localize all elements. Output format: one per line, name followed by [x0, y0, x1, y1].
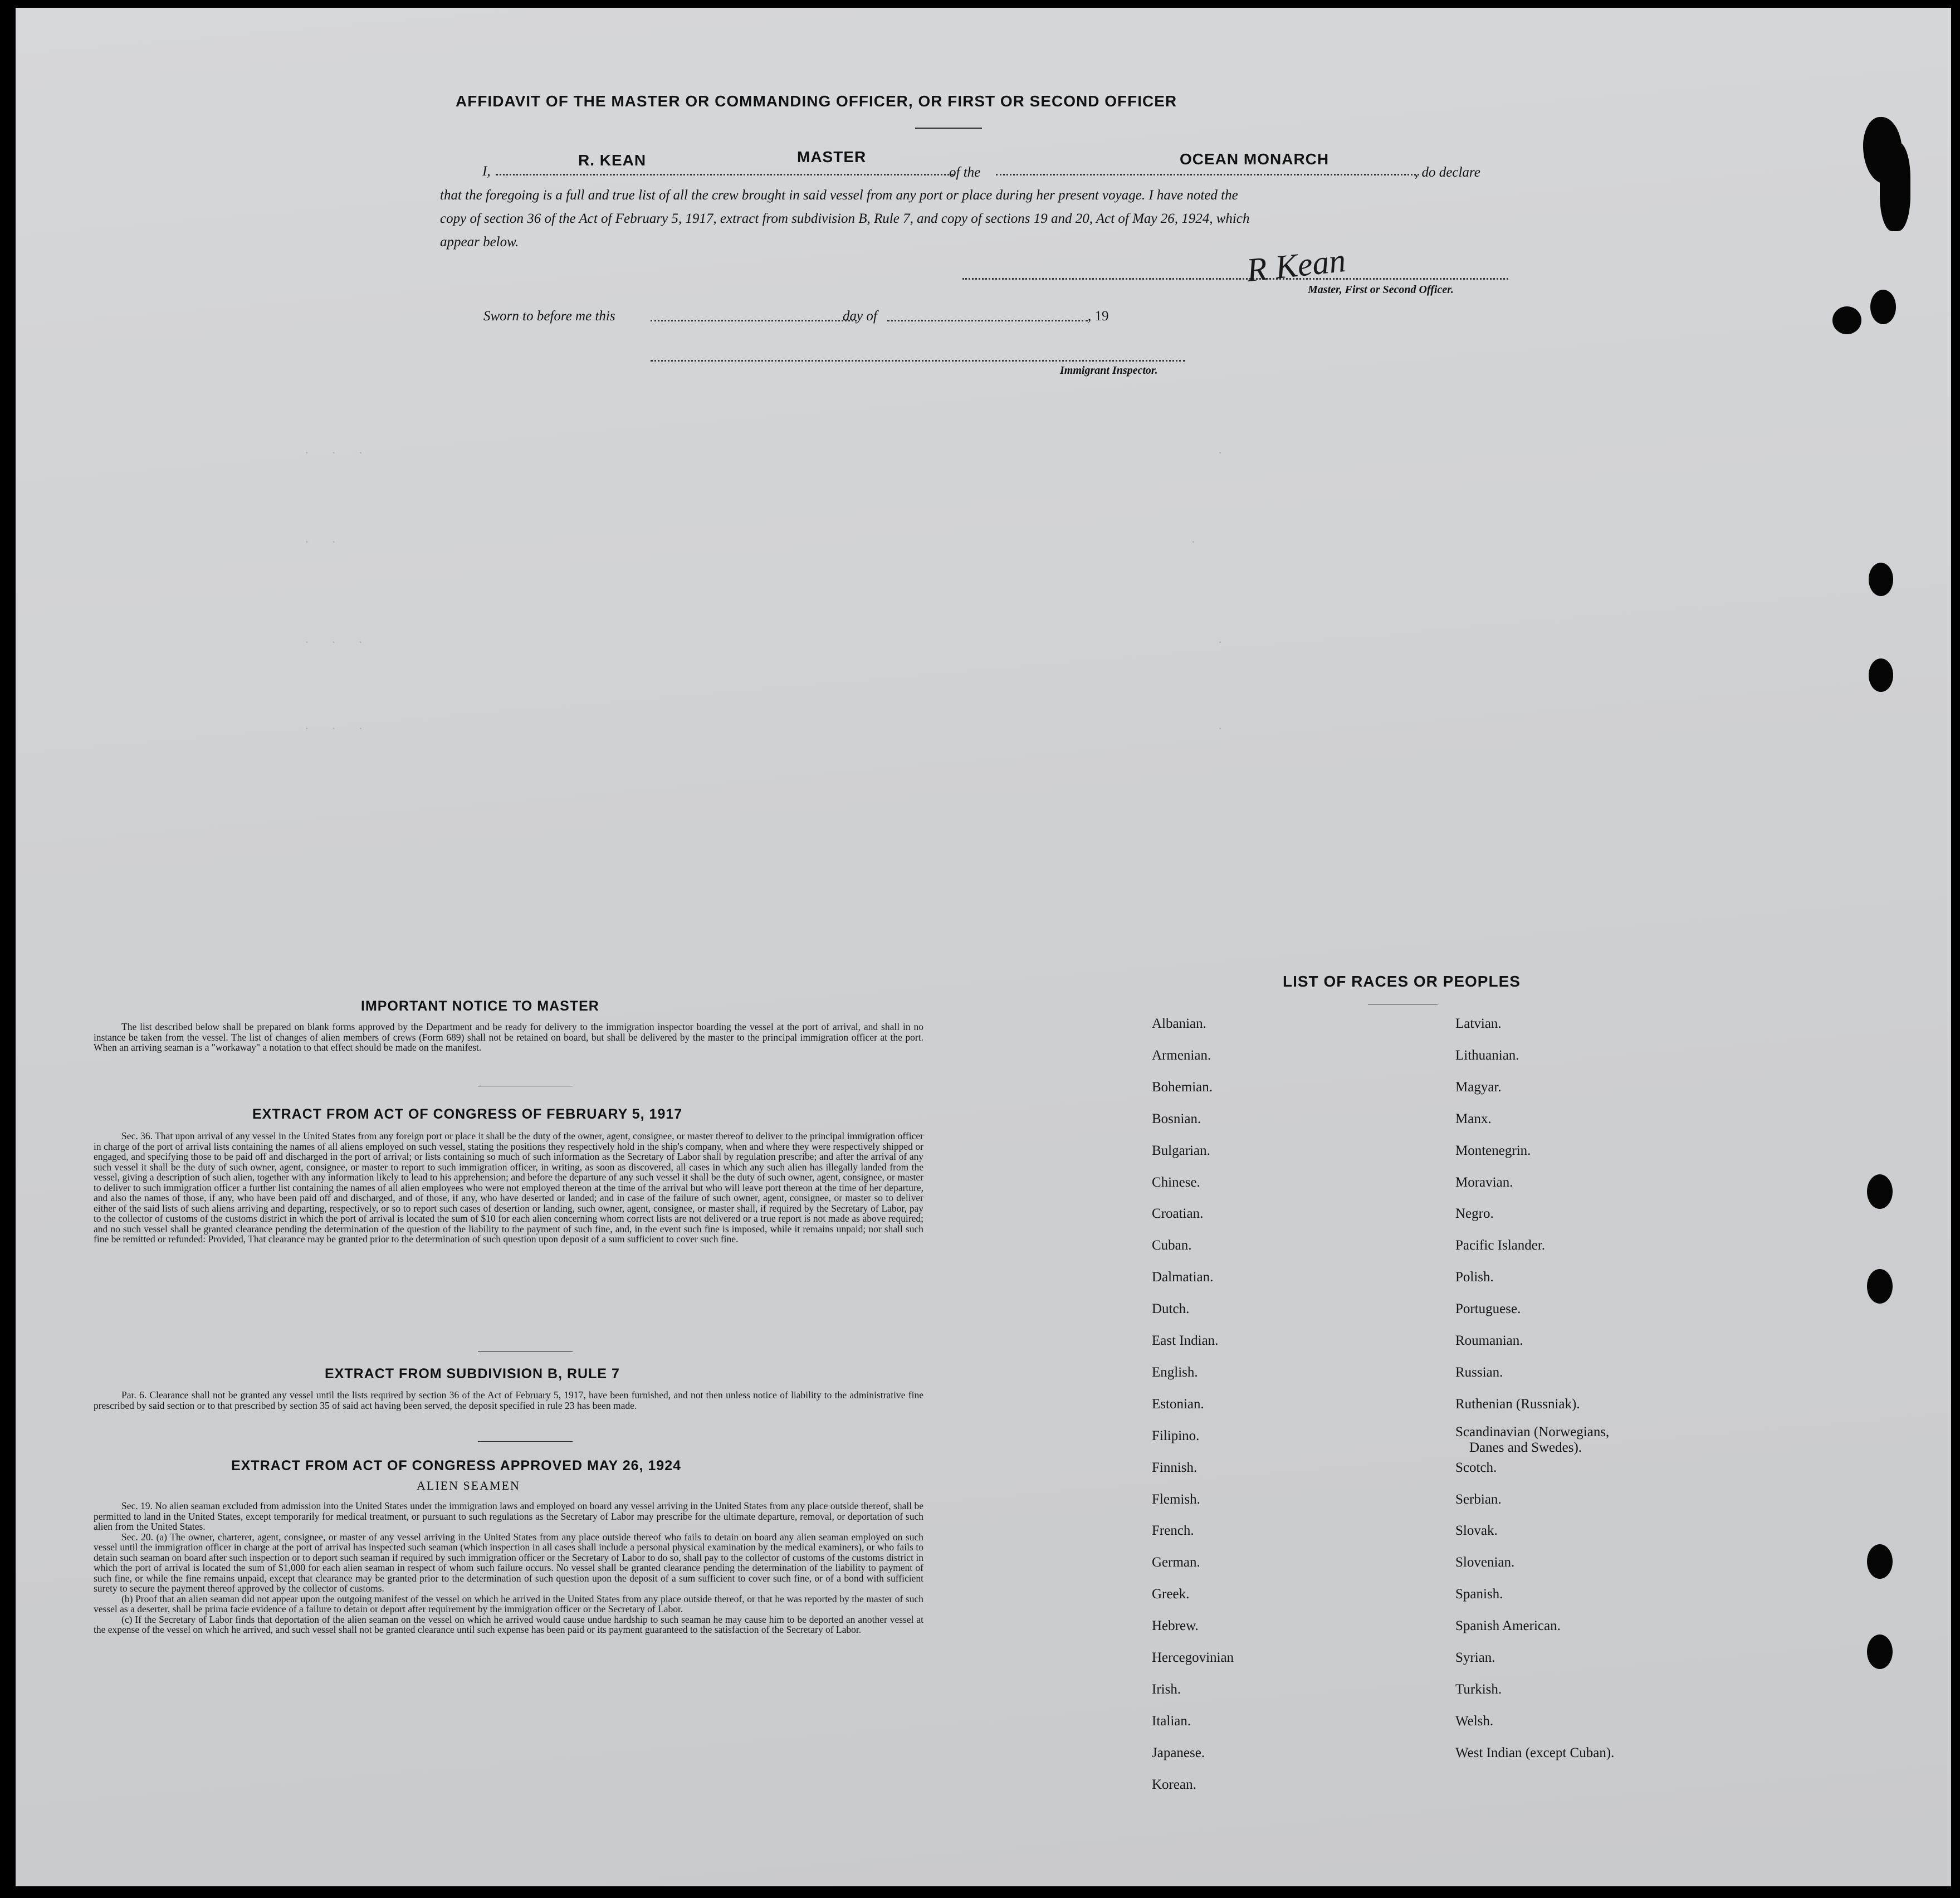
race-entry: Albanian. — [1152, 1016, 1206, 1031]
race-entry: Scotch. — [1455, 1460, 1497, 1475]
torn-hole — [1880, 142, 1910, 231]
extract-1917-body — [94, 1131, 923, 1245]
notice-title: IMPORTANT NOTICE TO MASTER — [361, 998, 599, 1014]
vessel-line — [996, 174, 1419, 175]
race-entry: Pacific Islander. — [1455, 1238, 1546, 1253]
race-entry: Armenian. — [1152, 1048, 1211, 1063]
sworn-month-line — [887, 320, 1088, 321]
race-entry: Moravian. — [1455, 1175, 1513, 1190]
race-entry: Syrian. — [1455, 1650, 1495, 1665]
section-divider — [478, 1441, 573, 1442]
alien-seamen-subtitle: ALIEN SEAMEN — [417, 1479, 520, 1492]
master-rank: MASTER — [797, 148, 867, 165]
race-entry: Bohemian. — [1152, 1080, 1213, 1095]
races-title: LIST OF RACES OR PEOPLES — [1283, 973, 1521, 990]
race-entry: Welsh. — [1455, 1714, 1494, 1729]
bleed-through-dots: . . . . — [305, 442, 1232, 456]
race-entry: Dalmatian. — [1152, 1270, 1214, 1285]
race-entry: Chinese. — [1152, 1175, 1200, 1190]
affidavit-line-4: appear below. — [440, 235, 519, 250]
inspector-caption: Immigrant Inspector. — [1060, 364, 1158, 377]
race-entry: Filipino. — [1152, 1428, 1200, 1443]
sworn-day-line — [651, 320, 857, 321]
signature-caption: Master, First or Second Officer. — [1308, 284, 1454, 296]
race-entry: Montenegrin. — [1455, 1143, 1531, 1158]
binder-hole — [1867, 1269, 1893, 1304]
binder-hole — [1870, 290, 1896, 324]
race-entry: Turkish. — [1455, 1682, 1502, 1697]
race-entry: Slovenian. — [1455, 1555, 1515, 1570]
race-entry: Portuguese. — [1455, 1301, 1521, 1316]
race-entry: East Indian. — [1152, 1333, 1219, 1348]
race-entry: Magyar. — [1455, 1080, 1502, 1095]
year-label: , 19 — [1088, 309, 1109, 324]
race-entry: Hebrew. — [1152, 1618, 1199, 1633]
vessel-name: OCEAN MONARCH — [1180, 150, 1330, 168]
race-entry: Lithuanian. — [1455, 1048, 1519, 1063]
section-36-paragraph: Sec. 36. That upon arrival of any vessel in the United States from any foreign port or place it shall be the duty of the owner, agent, consignee, or master thereof to deliver to the principal immigration officer in charge of the port of arrival lists containing the names of all aliens employed on such vessel, stating the positions they respectively hold in the ship's company, when and where they were respectively shipped or engaged, and specifying those to be paid off and discharged in the port of arrival; or lists containing so much of such information as the Secretary of Labor shall by regulation prescribe; and after the arrival of any such vessel it shall be the duty of such owner, agent, consignee, or master to report to such immigration officer, in writing, as soon as discovered, all cases in which any such alien has illegally landed from the vessel, giving a description of such alien, together with any information likely to lead to his apprehension; and before the departure of any such vessel it shall be the duty of such owner, agent, consignee, or master to deliver to such immigration officer a further list containing the names of all alien employees who were not employed thereon at the time of the arrival but who will leave port thereon at the time of her departure, and also the names of those, if any, who have been paid off and discharged, and of those, if any, who have deserted or landed; and in case of the failure of such owner, agent, consignee, or master so to deliver either of the said lists of such aliens arriving and departing, respectively, or so to report such cases of desertion or landing, such owner, agent, consignee, or master shall, if required by the Secretary of Labor, pay to the collector of customs of the customs district in which the port of arrival is located the sum of $10 for each alien concerning whom correct lists are not delivered or a true report is not made as above required; and no such vessel shall be granted clearance pending the determination of the question of the liability to the payment of such fine, and, in the event such fine is imposed, while it remains unpaid; nor shall such fine be remitted or refunded: Provided, That clearance may be granted prior to the determination of such question upon deposit of a sum sufficient to cover such fine. — [94, 1130, 923, 1245]
sworn-label: Sworn to before me this — [483, 309, 615, 324]
extract-rule7-title: EXTRACT FROM SUBDIVISION B, RULE 7 — [325, 1366, 620, 1382]
extract-1924-body — [94, 1501, 923, 1635]
race-entry: Cuban. — [1152, 1238, 1192, 1253]
race-entry: Japanese. — [1152, 1745, 1205, 1760]
race-entry: Hercegovinian — [1152, 1650, 1234, 1665]
race-entry: Bulgarian. — [1152, 1143, 1210, 1158]
master-signature: R Kean — [1244, 241, 1348, 289]
race-entry: Spanish American. — [1455, 1618, 1561, 1633]
title-underline — [915, 128, 982, 129]
binder-hole — [1869, 658, 1893, 692]
race-entry: German. — [1152, 1555, 1200, 1570]
document-page — [16, 8, 1951, 1886]
race-entry: English. — [1152, 1365, 1198, 1380]
binder-hole — [1867, 1634, 1893, 1669]
race-entry: West Indian (except Cuban). — [1455, 1745, 1615, 1760]
affidavit-title: AFFIDAVIT OF THE MASTER OR COMMANDING OFFICER, OR FIRST OR SECOND OFFICER — [456, 92, 1177, 110]
affidavit-line-3: copy of section 36 of the Act of February 5, 1917, extract from subdivision B, Rule 7, and copy of sections 19 and 20, Act of May 26, 1924, which — [440, 211, 1250, 226]
race-entry: Scandinavian (Norwegians, — [1455, 1424, 1610, 1440]
extract-rule7-body — [94, 1390, 923, 1411]
race-entry: Serbian. — [1455, 1492, 1502, 1507]
race-entry: Estonian. — [1152, 1397, 1204, 1412]
affidavit-i: I, — [482, 164, 491, 179]
race-entry: Finnish. — [1152, 1460, 1197, 1475]
day-of-label: day of — [843, 309, 877, 324]
race-entry: Slovak. — [1455, 1523, 1498, 1538]
race-entry: Dutch. — [1152, 1301, 1190, 1316]
race-entry: Greek. — [1152, 1587, 1190, 1602]
race-entry: Latvian. — [1455, 1016, 1502, 1031]
race-entry: Irish. — [1152, 1682, 1181, 1697]
name-rank-line — [496, 174, 954, 175]
extract-1917-title: EXTRACT FROM ACT OF CONGRESS OF FEBRUARY 5, 1917 — [252, 1106, 683, 1122]
race-entry: Bosnian. — [1152, 1111, 1201, 1126]
race-entry: French. — [1152, 1523, 1194, 1538]
bleed-through-dots: . . . . — [305, 632, 1232, 646]
race-entry: Negro. — [1455, 1206, 1494, 1221]
extract-1924-title: EXTRACT FROM ACT OF CONGRESS APPROVED MAY 26, 1924 — [231, 1458, 682, 1473]
race-entry: Roumanian. — [1455, 1333, 1523, 1348]
sec-20a-paragraph: Sec. 20. (a) The owner, charterer, agent, consignee, or master of any vessel arriving in the United States from any place outside thereof who fails to detain on board any alien seaman employed on such vessel until the immigration officer in charge at the port of arrival has inspected such seaman (which inspection in all cases shall include a personal physical examination by the medical examiners), or who fails to detain such seaman on board after such inspection or to deport such seaman if required by such immigration officer or the Secretary of Labor to do so, shall pay to the collector of customs of the customs district in which the port of arrival is located the sum of $1,000 for each alien seaman in respect of whom such failure occurs. No vessel shall be granted clearance pending the determination of the liability to payment of such fine, or while the fine remains unpaid, except that clearance may be granted prior to the determination of such question upon the deposit of a sum sufficient to cover such fine, or of a bond with sufficient surety to secure the payment thereof approved by the collector of customs. — [94, 1531, 923, 1594]
bleed-through-dots: . . . — [305, 531, 1205, 545]
binder-hole — [1867, 1544, 1893, 1579]
race-entry: Korean. — [1152, 1777, 1196, 1792]
inspector-line — [651, 360, 1185, 362]
binder-hole — [1867, 1174, 1893, 1209]
section-divider — [478, 1351, 573, 1352]
race-entry: Russian. — [1455, 1365, 1503, 1380]
race-entry: Croatian. — [1152, 1206, 1204, 1221]
sec-20b-paragraph: (b) Proof that an alien seaman did not appear upon the outgoing manifest of the vessel on which he arrived in the United States from any place outside thereof, or that he was reported by the master of such vessel as a deserter, shall be prima facie evidence of a failure to detain or deport after requirement by the immigration officer or the Secretary of Labor. — [94, 1593, 923, 1614]
binder-hole — [1869, 563, 1893, 596]
master-name: R. KEAN — [578, 152, 647, 169]
bleed-through-dots: . . . . — [305, 718, 1232, 732]
binder-hole — [1832, 306, 1861, 334]
of-the-label: of the — [949, 165, 981, 180]
race-entry: Manx. — [1455, 1111, 1492, 1126]
signature-line — [962, 278, 1508, 280]
affidavit-line-2: that the foregoing is a full and true list of all the crew brought in said vessel from any port or place during her present voyage. I have noted the — [440, 188, 1238, 203]
race-entry: Spanish. — [1455, 1587, 1503, 1602]
sec-20c-paragraph: (c) If the Secretary of Labor finds that deportation of the alien seaman on the vessel on which he arrived would cause undue hardship to such seaman he may cause him to be deported an another vessel at the expense of the vessel on which he arrived, and such vessel shall not be granted clearance until such expense has been paid or its payment guaranteed to the satisfaction of the Secretary of Labor. — [94, 1613, 923, 1635]
sec-19-paragraph: Sec. 19. No alien seaman excluded from admission into the United States under the immigration laws and employed on board any vessel arriving in the United States from any place outside thereof, shall be permitted to land in the United States, except temporarily for medical treatment, or pursuant to such regulations as the Secretary of Labor may prescribe for the ultimate departure, removal, or deportation of such alien from the United States. — [94, 1500, 923, 1532]
notice-paragraph: The list described below shall be prepared on blank forms approved by the Department and be ready for delivery to the immigration inspector boarding the vessel at the port of arrival, and shall in no instance be taken from the vessel. The list of changes of alien members of crews (Form 689) shall not be retained on board, but shall be delivered by the master to the principal immigration officer at the port. When an arriving seaman is a "workaway" a notation to that effect should be made on the manifest. — [94, 1021, 923, 1053]
race-entry: Polish. — [1455, 1270, 1494, 1285]
rule7-paragraph: Par. 6. Clearance shall not be granted any vessel until the lists required by section 36 of the Act of February 5, 1917, have been furnished, and not then unless notice of liability to the administrative fine prescribed by said section or to that prescribed by section 35 of said act having been served, the deposit specified in rule 23 has been made. — [94, 1389, 923, 1411]
do-declare-label: , do declare — [1415, 165, 1480, 180]
race-entry: Italian. — [1152, 1714, 1191, 1729]
race-entry: Ruthenian (Russniak). — [1455, 1397, 1580, 1412]
race-entry: Danes and Swedes). — [1469, 1440, 1582, 1455]
race-entry: Flemish. — [1152, 1492, 1200, 1507]
notice-body — [94, 1022, 923, 1053]
